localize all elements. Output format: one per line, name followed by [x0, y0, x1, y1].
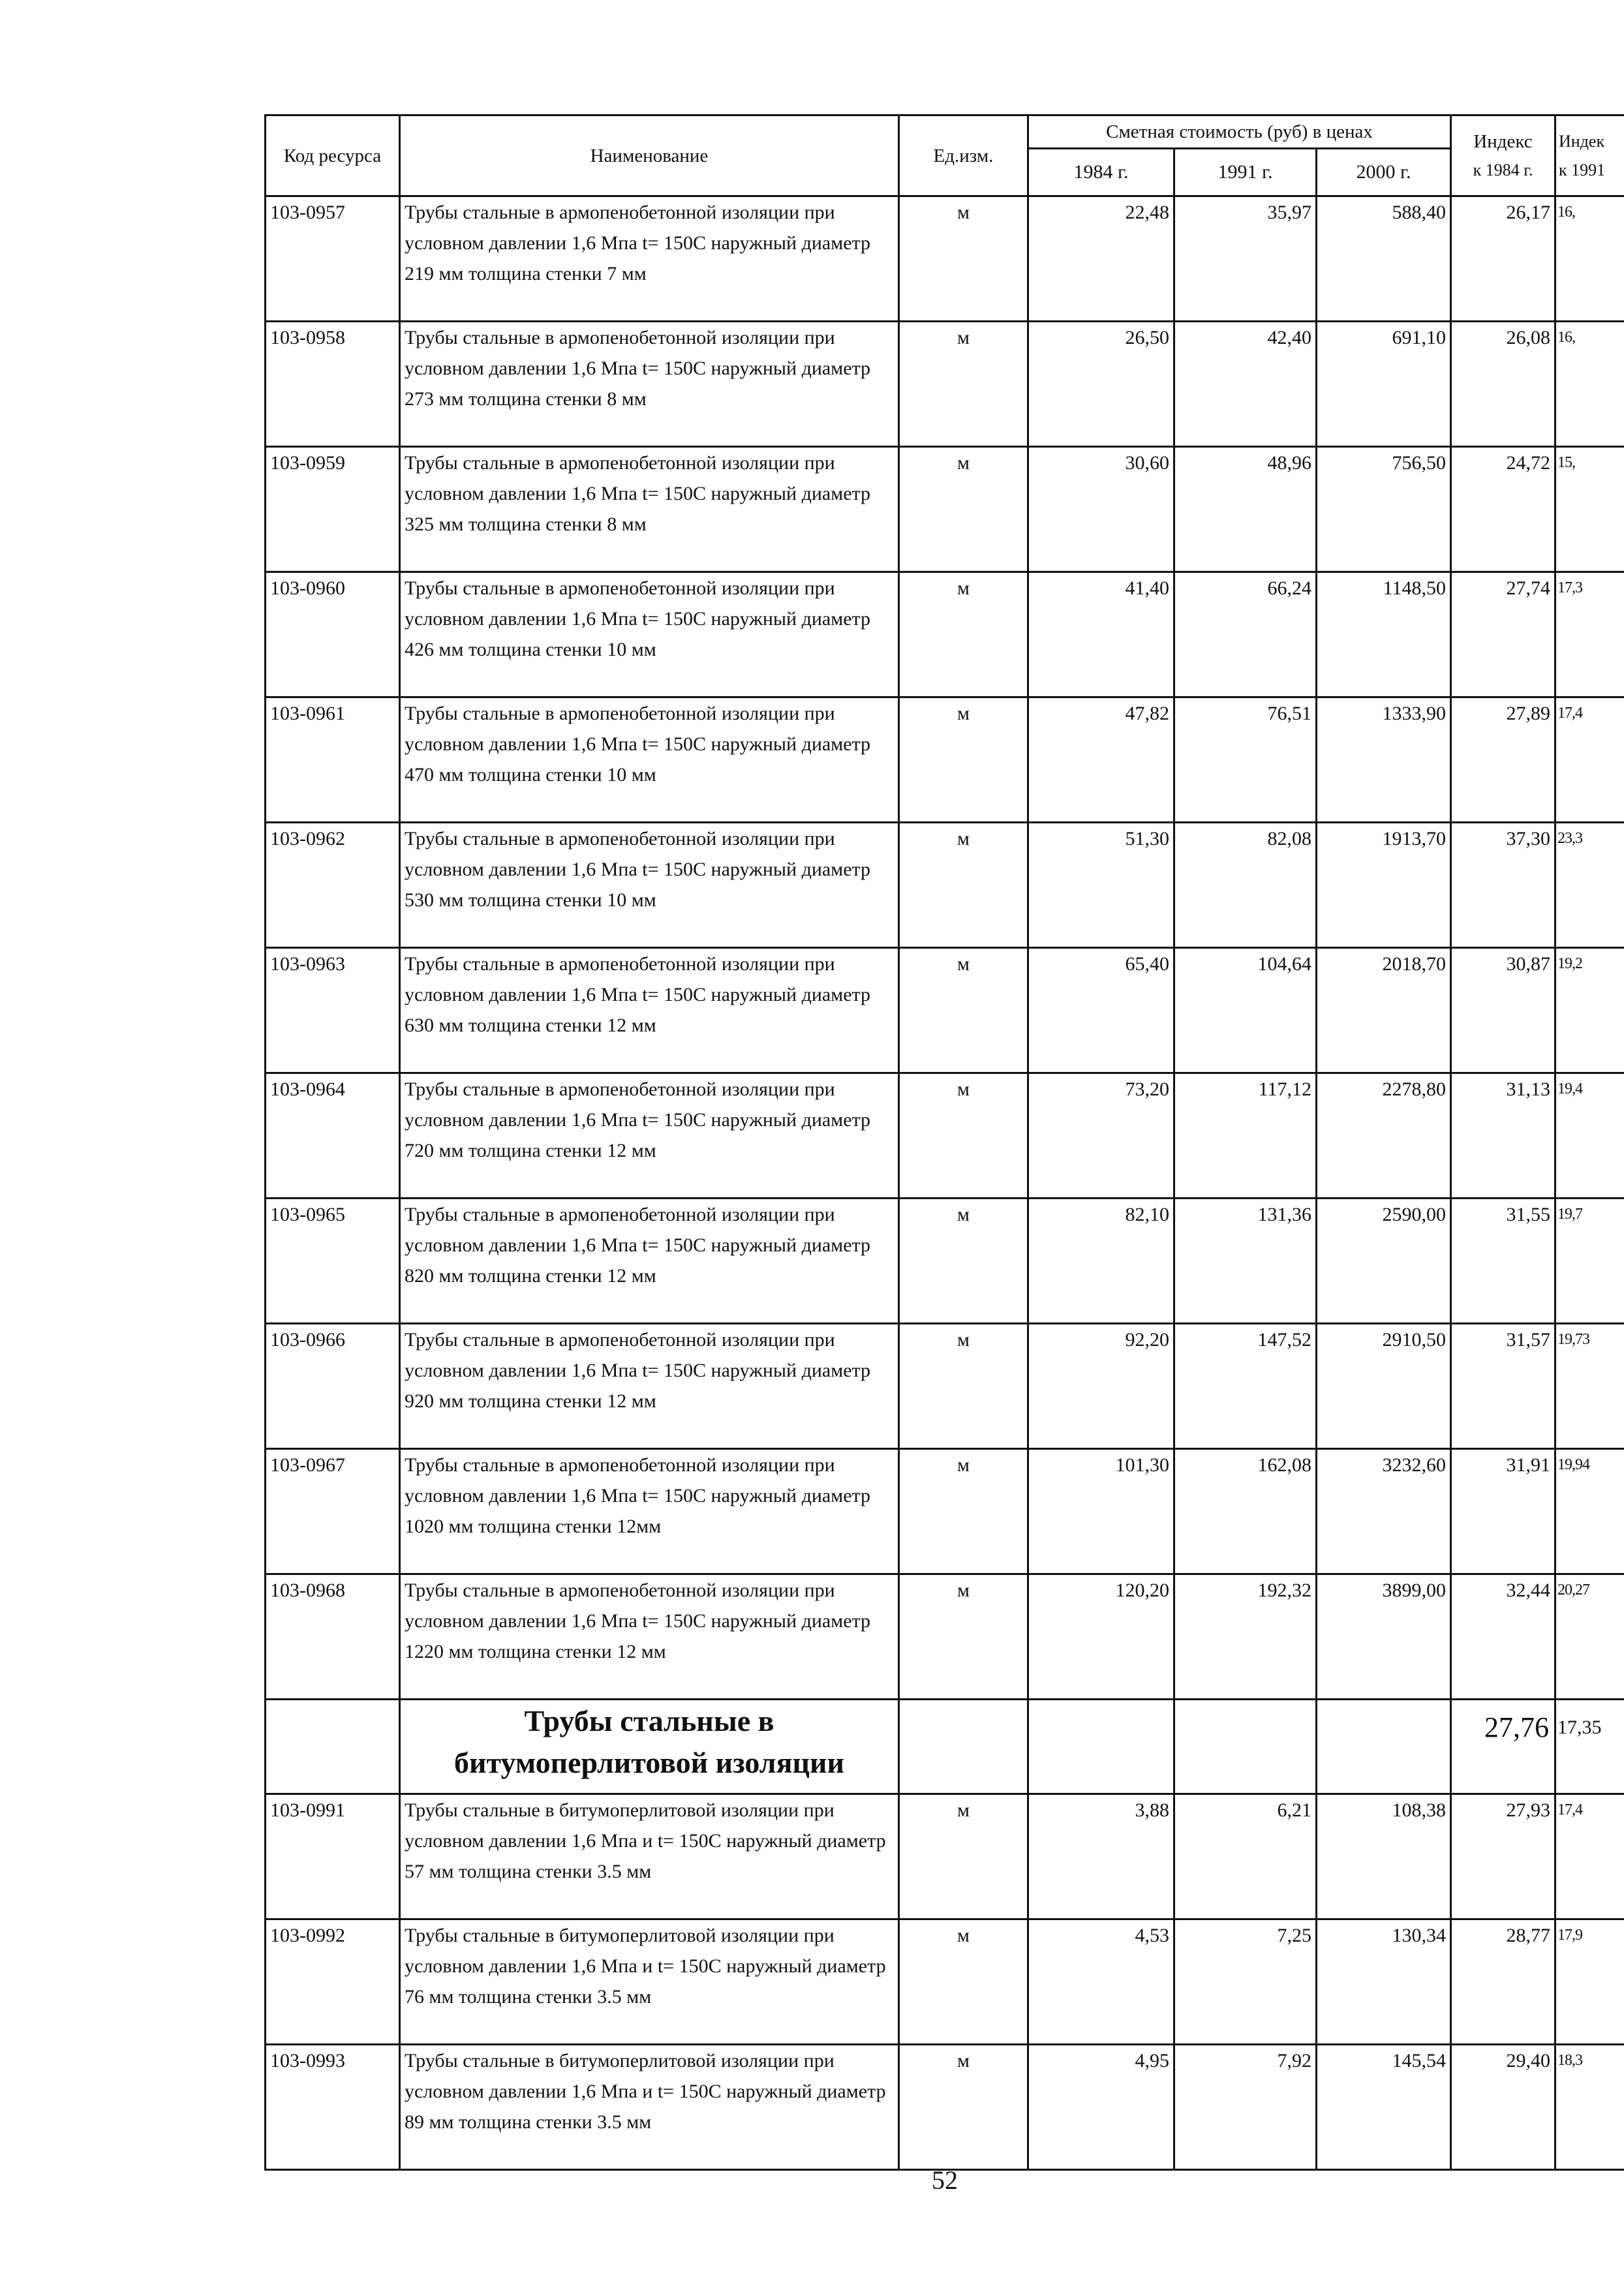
index-1984-cell: 24,72	[1451, 447, 1555, 572]
unit-cell: м	[899, 196, 1028, 322]
index-1984-cell: 31,55	[1451, 1199, 1555, 1324]
resource-name-cell: Трубы стальные в армопенобетонной изоляции при условном давлении 1,6 Мпа t= 150С наружный диаметр 325 мм толщина стенки 8 мм	[400, 447, 899, 572]
resource-name-cell: Трубы стальные в армопенобетонной изоляции при условном давлении 1,6 Мпа t= 150С наружный диаметр 426 мм толщина стенки 10 мм	[400, 572, 899, 697]
cost-1984-cell: 3,88	[1028, 1794, 1174, 1919]
cost-2000-cell: 3232,60	[1317, 1449, 1451, 1574]
cost-1984-cell: 4,95	[1028, 2045, 1174, 2170]
unit-cell: м	[899, 572, 1028, 697]
index-1991-cell: 18,3	[1555, 2045, 1624, 2170]
cost-2000-cell: 756,50	[1317, 447, 1451, 572]
index-1984-cell: 27,89	[1451, 697, 1555, 823]
table-row	[266, 1794, 1624, 1919]
header-index-1984-title: Индекс	[1473, 130, 1533, 152]
index-1984-cell: 31,91	[1451, 1449, 1555, 1574]
resource-name-cell: Трубы стальные в армопенобетонной изоляции при условном давлении 1,6 Мпа t= 150С наружный диаметр 820 мм толщина стенки 12 мм	[400, 1199, 899, 1324]
index-1991-cell: 19,7	[1555, 1199, 1624, 1324]
cost-1984-cell: 22,48	[1028, 196, 1174, 322]
index-1984-cell: 27,74	[1451, 572, 1555, 697]
unit-cell: м	[899, 447, 1028, 572]
cost-1991-cell: 147,52	[1174, 1324, 1317, 1449]
resource-code-cell: 103-0965	[266, 1199, 400, 1324]
resource-name-cell: Трубы стальные в армопенобетонной изоляции при условном давлении 1,6 Мпа t= 150С наружный диаметр 530 мм толщина стенки 10 мм	[400, 823, 899, 948]
section-empty-cell	[899, 1700, 1028, 1794]
table-row	[266, 322, 1624, 447]
resource-name-cell: Трубы стальные в армопенобетонной изоляции при условном давлении 1,6 Мпа t= 150С наружный диаметр 273 мм толщина стенки 8 мм	[400, 322, 899, 447]
unit-cell: м	[899, 823, 1028, 948]
table-row	[266, 1073, 1624, 1199]
page-number: 52	[932, 2165, 958, 2195]
index-1991-cell: 16,	[1555, 196, 1624, 322]
table-row	[266, 572, 1624, 697]
cost-1984-cell: 92,20	[1028, 1324, 1174, 1449]
header-year-1984: 1984 г.	[1028, 149, 1174, 196]
section-empty-cell	[1317, 1700, 1451, 1794]
cost-1991-cell: 82,08	[1174, 823, 1317, 948]
cost-2000-cell: 130,34	[1317, 1919, 1451, 2045]
header-year-2000: 2000 г.	[1317, 149, 1451, 196]
table-row	[266, 948, 1624, 1073]
header-index-1991-sub: к 1991	[1559, 160, 1606, 179]
cost-2000-cell: 1333,90	[1317, 697, 1451, 823]
cost-2000-cell: 1913,70	[1317, 823, 1451, 948]
cost-1991-cell: 76,51	[1174, 697, 1317, 823]
index-1991-cell: 15,	[1555, 447, 1624, 572]
index-1991-cell: 17,9	[1555, 1919, 1624, 2045]
index-1991-cell: 19,2	[1555, 948, 1624, 1073]
cost-1991-cell: 131,36	[1174, 1199, 1317, 1324]
unit-cell: м	[899, 2045, 1028, 2170]
section-empty-cell	[1028, 1700, 1174, 1794]
table-header	[266, 115, 1624, 196]
cost-1984-cell: 65,40	[1028, 948, 1174, 1073]
cost-2000-cell: 108,38	[1317, 1794, 1451, 1919]
resource-code-cell: 103-0991	[266, 1794, 400, 1919]
resource-code-cell: 103-0992	[266, 1919, 400, 2045]
cost-2000-cell: 588,40	[1317, 196, 1451, 322]
index-1984-cell: 27,93	[1451, 1794, 1555, 1919]
section-index-1984: 27,76	[1451, 1700, 1555, 1794]
index-1991-cell: 20,27	[1555, 1574, 1624, 1700]
cost-2000-cell: 1148,50	[1317, 572, 1451, 697]
cost-1984-cell: 73,20	[1028, 1073, 1174, 1199]
cost-1984-cell: 120,20	[1028, 1574, 1174, 1700]
header-unit: Ед.изм.	[899, 115, 1028, 196]
cost-1991-cell: 7,92	[1174, 2045, 1317, 2170]
resource-name-cell: Трубы стальные в армопенобетонной изоляции при условном давлении 1,6 Мпа t= 150С наружный диаметр 720 мм толщина стенки 12 мм	[400, 1073, 899, 1199]
index-1984-cell: 29,40	[1451, 2045, 1555, 2170]
cost-1991-cell: 35,97	[1174, 196, 1317, 322]
cost-1991-cell: 117,12	[1174, 1073, 1317, 1199]
cost-1984-cell: 30,60	[1028, 447, 1174, 572]
cost-1991-cell: 7,25	[1174, 1919, 1317, 2045]
cost-1984-cell: 51,30	[1028, 823, 1174, 948]
resource-name-cell: Трубы стальные в армопенобетонной изоляции при условном давлении 1,6 Мпа t= 150С наружный диаметр 1020 мм толщина стенки 12мм	[400, 1449, 899, 1574]
header-year-1991: 1991 г.	[1174, 149, 1317, 196]
resource-name-cell: Трубы стальные в битумоперлитовой изоляции при условном давлении 1,6 Мпа и t= 150С наружный диаметр 89 мм толщина стенки 3.5 мм	[400, 2045, 899, 2170]
cost-1991-cell: 162,08	[1174, 1449, 1317, 1574]
index-1991-cell: 16,	[1555, 322, 1624, 447]
cost-2000-cell: 691,10	[1317, 322, 1451, 447]
section-title: Трубы стальные в битумоперлитовой изоляции	[400, 1700, 899, 1794]
resource-code-cell: 103-0959	[266, 447, 400, 572]
unit-cell: м	[899, 697, 1028, 823]
index-1984-cell: 26,08	[1451, 322, 1555, 447]
cost-2000-cell: 2278,80	[1317, 1073, 1451, 1199]
cost-1991-cell: 192,32	[1174, 1574, 1317, 1700]
table-body	[266, 196, 1624, 2170]
table-row	[266, 1449, 1624, 1574]
cost-1984-cell: 82,10	[1028, 1199, 1174, 1324]
cost-1984-cell: 41,40	[1028, 572, 1174, 697]
unit-cell: м	[899, 1574, 1028, 1700]
section-header-row	[266, 1700, 1624, 1794]
table-row	[266, 1919, 1624, 2045]
cost-1991-cell: 66,24	[1174, 572, 1317, 697]
index-1991-cell: 17,4	[1555, 697, 1624, 823]
table-row	[266, 447, 1624, 572]
cost-1991-cell: 42,40	[1174, 322, 1317, 447]
resource-code-cell: 103-0957	[266, 196, 400, 322]
resource-code-cell: 103-0964	[266, 1073, 400, 1199]
cost-1991-cell: 48,96	[1174, 447, 1317, 572]
table-row	[266, 697, 1624, 823]
resource-code-cell: 103-0966	[266, 1324, 400, 1449]
cost-1984-cell: 101,30	[1028, 1449, 1174, 1574]
cost-2000-cell: 145,54	[1317, 2045, 1451, 2170]
cost-1984-cell: 26,50	[1028, 322, 1174, 447]
unit-cell: м	[899, 1324, 1028, 1449]
index-1984-cell: 31,13	[1451, 1073, 1555, 1199]
resource-name-cell: Трубы стальные в армопенобетонной изоляции при условном давлении 1,6 Мпа t= 150С наружный диаметр 630 мм толщина стенки 12 мм	[400, 948, 899, 1073]
unit-cell: м	[899, 1919, 1028, 2045]
index-1984-cell: 28,77	[1451, 1919, 1555, 2045]
resource-name-cell: Трубы стальные в битумоперлитовой изоляции при условном давлении 1,6 Мпа и t= 150С наружный диаметр 76 мм толщина стенки 3.5 мм	[400, 1919, 899, 2045]
header-index-1991	[1555, 115, 1624, 196]
header-index-1984-sub: к 1984 г.	[1473, 160, 1533, 179]
resource-name-cell: Трубы стальные в армопенобетонной изоляции при условном давлении 1,6 Мпа t= 150С наружный диаметр 219 мм толщина стенки 7 мм	[400, 196, 899, 322]
resource-code-cell: 103-0958	[266, 322, 400, 447]
header-name: Наименование	[400, 115, 899, 196]
unit-cell: м	[899, 1073, 1028, 1199]
cost-1991-cell: 104,64	[1174, 948, 1317, 1073]
cost-1984-cell: 4,53	[1028, 1919, 1174, 2045]
unit-cell: м	[899, 1449, 1028, 1574]
index-1991-cell: 19,4	[1555, 1073, 1624, 1199]
index-1984-cell: 37,30	[1451, 823, 1555, 948]
header-cost-group: Сметная стоимость (руб) в ценах	[1028, 115, 1451, 149]
unit-cell: м	[899, 948, 1028, 1073]
header-index-1984	[1451, 115, 1555, 196]
table-row	[266, 823, 1624, 948]
index-1984-cell: 32,44	[1451, 1574, 1555, 1700]
cost-2000-cell: 3899,00	[1317, 1574, 1451, 1700]
index-1991-cell: 17,3	[1555, 572, 1624, 697]
table-row	[266, 2045, 1624, 2170]
unit-cell: м	[899, 1199, 1028, 1324]
resource-name-cell: Трубы стальные в армопенобетонной изоляции при условном давлении 1,6 Мпа t= 150С наружный диаметр 1220 мм толщина стенки 12 мм	[400, 1574, 899, 1700]
header-index-1991-title: Индек	[1559, 131, 1605, 151]
cost-2000-cell: 2590,00	[1317, 1199, 1451, 1324]
index-1984-cell: 26,17	[1451, 196, 1555, 322]
resource-code-cell: 103-0963	[266, 948, 400, 1073]
unit-cell: м	[899, 322, 1028, 447]
cost-1984-cell: 47,82	[1028, 697, 1174, 823]
section-empty-cell	[1174, 1700, 1317, 1794]
index-1984-cell: 30,87	[1451, 948, 1555, 1073]
index-1991-cell: 17,4	[1555, 1794, 1624, 1919]
resource-code-cell: 103-0962	[266, 823, 400, 948]
table-row	[266, 196, 1624, 322]
resource-code-cell: 103-0967	[266, 1449, 400, 1574]
table-row	[266, 1324, 1624, 1449]
resource-name-cell: Трубы стальные в армопенобетонной изоляции при условном давлении 1,6 Мпа t= 150С наружный диаметр 470 мм толщина стенки 10 мм	[400, 697, 899, 823]
cost-2000-cell: 2910,50	[1317, 1324, 1451, 1449]
resource-name-cell: Трубы стальные в армопенобетонной изоляции при условном давлении 1,6 Мпа t= 150С наружный диаметр 920 мм толщина стенки 12 мм	[400, 1324, 899, 1449]
index-1991-cell: 23,3	[1555, 823, 1624, 948]
table-row	[266, 1574, 1624, 1700]
index-1984-cell: 31,57	[1451, 1324, 1555, 1449]
resource-name-cell: Трубы стальные в битумоперлитовой изоляции при условном давлении 1,6 Мпа и t= 150С наружный диаметр 57 мм толщина стенки 3.5 мм	[400, 1794, 899, 1919]
cost-1991-cell: 6,21	[1174, 1794, 1317, 1919]
resource-code-cell: 103-0993	[266, 2045, 400, 2170]
unit-cell: м	[899, 1794, 1028, 1919]
resource-code-cell: 103-0961	[266, 697, 400, 823]
cost-2000-cell: 2018,70	[1317, 948, 1451, 1073]
header-code: Код ресурса	[266, 115, 400, 196]
table-row	[266, 1199, 1624, 1324]
index-1991-cell: 19,94	[1555, 1449, 1624, 1574]
section-index-1991: 17,35	[1555, 1700, 1624, 1794]
index-1991-cell: 19,73	[1555, 1324, 1624, 1449]
resource-code-cell: 103-0968	[266, 1574, 400, 1700]
section-empty-cell	[266, 1700, 400, 1794]
resource-price-table	[264, 114, 1624, 2171]
resource-code-cell: 103-0960	[266, 572, 400, 697]
